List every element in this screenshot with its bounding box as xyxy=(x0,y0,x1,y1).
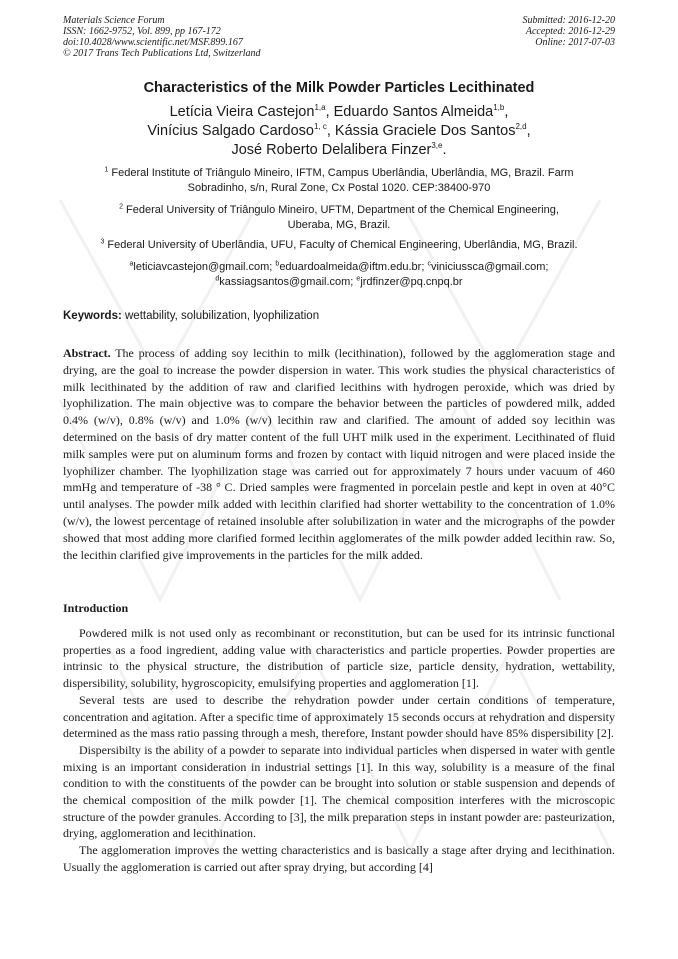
intro-paragraph: Dispersibilty is the ability of a powder to separate into individual particles when dispersed in water with gentle mixing is an important consideration in industrial settings [1]. In this way, solubility is a measure of the final condition to with the constituents of the powder can be brought into solution or stable suspension and depends of the chemical composition of the milk powder [1]. The chemical composition interferes with the microscopic structure of the powder granules. According to [3], the milk preparation steps in instant powder are: pasteurization, drying, agglomeration and lecithination. xyxy=(63,742,615,841)
abstract-label: Abstract. xyxy=(63,346,111,360)
intro-paragraph: Powdered milk is not used only as recombinant or reconstitution, but can be used for its intrinsic functional properties as a food ingredient, adding value with characteristics and particle properties. Powder properties are intrinsic to the physical structure, the distribution of particle size, particle density, hydration, wettability, dispersibility, solubility, hygroscopicity, emulsifying properties and agglomeration [1]. xyxy=(63,626,615,691)
affiliation-2 xyxy=(63,203,615,233)
author-emails xyxy=(63,260,615,290)
author-sup: 2,d xyxy=(515,122,527,132)
email-line-2 xyxy=(63,275,615,290)
author-sup: 1, c xyxy=(313,122,327,132)
affiliation-text: Federal University of Uberlândia, UFU, Faculty of Chemical Engineering, Uberlândia, MG, Brazil. xyxy=(104,239,578,251)
affiliation-text: Federal Institute of Triângulo Mineiro, IFTM, Campus Uberlândia, Uberlândia, MG, Brazil. Farm xyxy=(108,167,574,179)
email-line-1 xyxy=(63,260,615,275)
keywords xyxy=(63,310,319,322)
author-line-2 xyxy=(63,122,615,141)
author-name: , Kássia Graciele Dos Santos xyxy=(326,123,516,139)
paper-title: Characteristics of the Milk Powder Particles Lecithinated xyxy=(143,80,535,96)
author-sep: , xyxy=(526,123,531,139)
journal-issn: ISSN: 1662-9752, Vol. 899, pp 167-172 xyxy=(63,26,221,37)
author-sup: 1,b xyxy=(493,103,505,113)
email-link[interactable]: leticiavcastejon@gmail.com; xyxy=(133,261,276,273)
email-link[interactable]: kassiagsantos@gmail.com; xyxy=(219,276,357,288)
author-sep: . xyxy=(442,142,447,158)
abstract-text: The process of adding soy lecithin to milk (lecithination), followed by the agglomeration stage and drying, are the goal to increase the powder dispersion in water. This work studies the physical characteristics of milk lecithinated by the addition of raw and clarified lecithins with hydrogen peroxide, which was dried by lyophilization. The main objective was to compare the behavior between the particles of powdered milk, added 0.4% (w/v), 0.8% (w/v) and 1.0% (w/v) lecithin raw and clarified. The amount of added soy lecithin was determined on the basis of dry matter content of the full UHT milk used in the experiment. Lecithinated of fluid milk samples were put on aluminum forms and frozen by contact with liquid nitrogen and were placed inside the lyophilizer chamber. The lyophilization stage was carried out for approximately 7 hours under vacuum of 460 mmHg and temperature of -38 ° C. Dried samples were fragmented in porcelain pestle and kept in oven at 40°C until analyses. The powder milk added with lecithin clarified had shorter wettability to the concentration of 1.0% (w/v), the lowest percentage of retained insoluble after solubilization in water and the micrographs of the powder showed that most adding more clarified formed lecithin agglomerates of the milk powder added lecithin raw. So, the lecithin clarified give improvements in the particles for the milk added. xyxy=(63,346,615,562)
author-line-3 xyxy=(63,141,615,160)
affiliation-1 xyxy=(63,166,615,196)
email-sup: a xyxy=(129,260,134,268)
author-sup: 1,a xyxy=(314,103,326,113)
accepted-date: Accepted: 2016-12-29 xyxy=(525,26,615,37)
keywords-label: Keywords: xyxy=(63,310,122,322)
author-name: , Eduardo Santos Almeida xyxy=(325,104,494,120)
author-name: Vinícius Salgado Cardoso xyxy=(147,123,314,139)
abstract xyxy=(63,345,615,563)
affiliation-sup: 2 xyxy=(119,203,123,211)
email-sup: e xyxy=(356,275,361,283)
journal-copyright: © 2017 Trans Tech Publications Ltd, Switzerland xyxy=(63,48,261,59)
email-link[interactable]: viniciussca@gmail.com; xyxy=(430,261,549,273)
author-sup: 3,e xyxy=(431,141,443,151)
author-line-1 xyxy=(63,103,615,122)
journal-doi[interactable]: doi:10.4028/www.scientific.net/MSF.899.167 xyxy=(63,37,243,48)
email-sup: c xyxy=(427,260,431,268)
affiliation-text: Sobradinho, s/n, Rural Zone, Cx Postal 1020. CEP:38400-970 xyxy=(187,182,491,194)
author-list xyxy=(63,103,615,160)
author-name: José Roberto Delalibera Finzer xyxy=(231,142,432,158)
online-date: Online: 2017-07-03 xyxy=(535,37,615,48)
affiliation-sup: 1 xyxy=(104,166,109,174)
author-name: Letícia Vieira Castejon xyxy=(169,104,315,120)
submitted-date: Submitted: 2016-12-20 xyxy=(522,15,615,26)
affiliation-text: Federal University of Triângulo Mineiro, UFTM, Department of the Chemical Engineering, xyxy=(123,204,559,216)
submission-dates xyxy=(523,15,616,48)
email-link[interactable]: jrdfinzer@pq.cnpq.br xyxy=(360,276,463,288)
affiliation-text: Uberaba, MG, Brazil. xyxy=(287,219,391,231)
journal-info xyxy=(63,15,261,59)
intro-paragraph: Several tests are used to describe the rehydration powder under certain conditions of temperature, concentration and agitation. After a specific time of approximately 15 seconds occurs at rehydration and dispersity determined as the mass ratio passing through a mesh, therefore, Instant powder should have 85% dispersibility [2]. xyxy=(63,692,615,741)
author-sep: , xyxy=(504,104,509,120)
email-sup: d xyxy=(215,275,220,283)
journal-name: Materials Science Forum xyxy=(63,15,165,26)
keywords-text: wettability, solubilization, lyophilization xyxy=(121,310,320,322)
affiliation-3 xyxy=(63,238,615,253)
introduction-heading: Introduction xyxy=(63,601,129,615)
introduction-body xyxy=(63,625,615,876)
affiliation-sup: 3 xyxy=(100,238,105,246)
email-sup: b xyxy=(275,260,280,268)
email-link[interactable]: eduardoalmeida@iftm.edu.br; xyxy=(279,261,428,273)
intro-paragraph: The agglomeration improves the wetting characteristics and is basically a stage after drying and lecithination. Usually the agglomeration is carried out after spray drying, but according [4] xyxy=(63,843,615,874)
